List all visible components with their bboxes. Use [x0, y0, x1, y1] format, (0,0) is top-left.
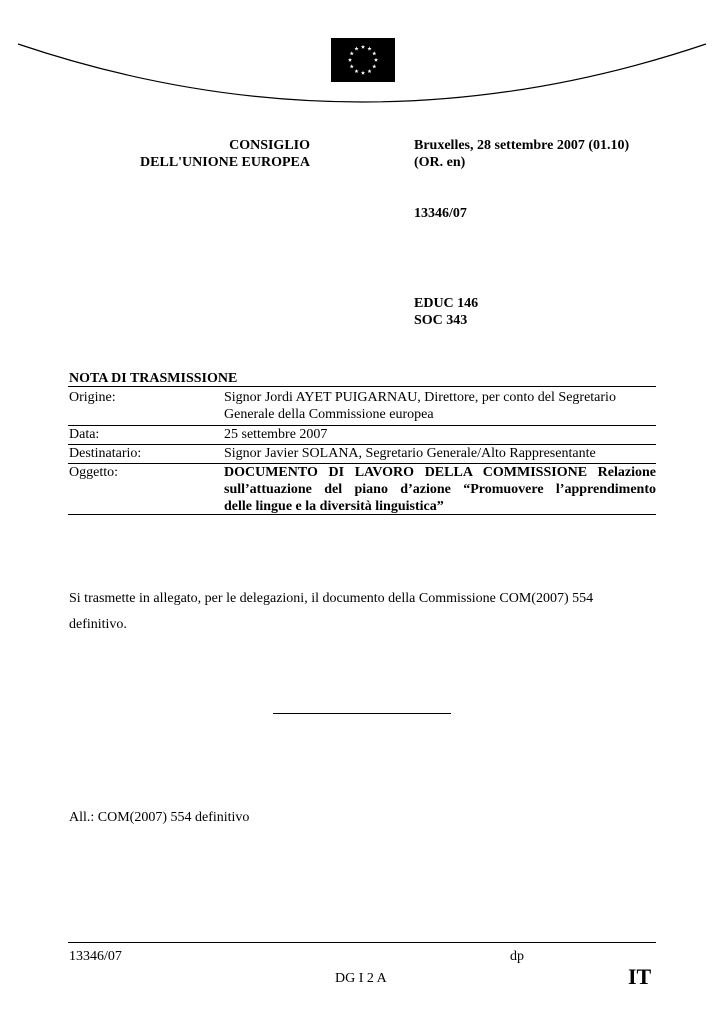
- origin-value-line-2: Generale della Commissione europea: [224, 407, 434, 422]
- nota-title: NOTA DI TRASMISSIONE: [69, 371, 238, 386]
- eu-flag-field: [331, 38, 395, 82]
- footer-language: IT: [628, 964, 652, 989]
- body-line-1: Si trasmette in allegato, per le delegazioni, il documento della Commissione COM(2007) 554: [69, 591, 594, 606]
- original-language: (OR. en): [414, 155, 466, 170]
- body-paragraph: [69, 586, 659, 638]
- date-line: Bruxelles, 28 settembre 2007 (01.10): [414, 138, 630, 153]
- body-line-2: definitivo.: [69, 617, 127, 632]
- subject-value-line-2: sull’attuazione del piano d’azione “Promuovere l’apprendimento: [224, 482, 656, 497]
- nota-bottom-rule: [68, 514, 656, 515]
- date-block: [414, 137, 629, 171]
- subject-value-line-1: DOCUMENTO DI LAVORO DELLA COMMISSIONE Relazione: [224, 465, 656, 480]
- separator-line: [273, 713, 451, 714]
- origin-value-line-1: Signor Jordi AYET PUIGARNAU, Direttore, per conto del Segretario: [224, 390, 616, 405]
- footer-doc-number: 13346/07: [69, 949, 122, 964]
- subject-value-line-3: delle lingue e la diversità linguistica”: [224, 499, 444, 514]
- footer-dg: DG I 2 A: [335, 971, 387, 986]
- date-value: 25 settembre 2007: [224, 427, 328, 442]
- attachment-note: All.: COM(2007) 554 definitivo: [69, 810, 250, 825]
- origin-value: [224, 389, 656, 423]
- code-soc: SOC 343: [414, 313, 468, 328]
- recipient-value: Signor Javier SOLANA, Segretario Generale/Alto Rappresentante: [224, 446, 596, 461]
- council-line-1: CONSIGLIO: [229, 138, 310, 153]
- council-line-2: DELL'UNIONE EUROPEA: [140, 155, 310, 170]
- footer-initials: dp: [510, 949, 524, 964]
- classification-codes: [414, 295, 478, 329]
- origin-label: Origine:: [69, 390, 116, 405]
- date-label: Data:: [69, 427, 100, 442]
- eu-flag-logo: [331, 38, 395, 82]
- footer-rule: [68, 942, 656, 943]
- nota-top-rule: [68, 386, 656, 387]
- document-number: 13346/07: [414, 206, 467, 221]
- recipient-label: Destinatario:: [69, 446, 142, 461]
- council-name: [130, 137, 310, 171]
- subject-label: Oggetto:: [69, 465, 118, 480]
- subject-value: [224, 464, 656, 515]
- code-educ: EDUC 146: [414, 296, 479, 311]
